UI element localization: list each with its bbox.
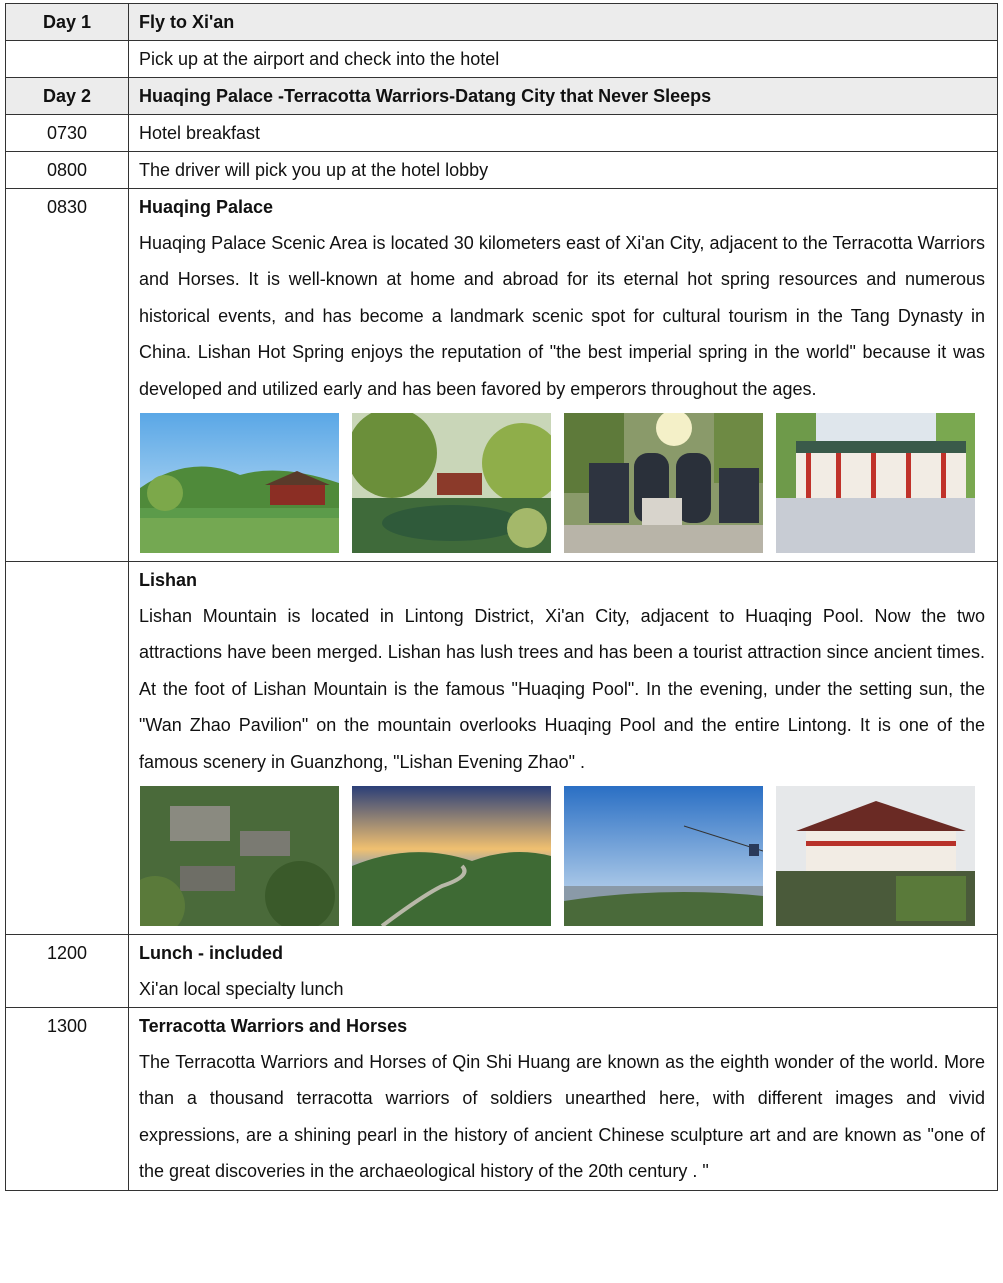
day1-title: Fly to Xi'an: [129, 4, 998, 41]
lishan-photo-cable-car: [564, 786, 763, 926]
empty-time-cell: [6, 562, 129, 935]
lishan-photo-gate-building: [776, 786, 975, 926]
huaqing-photo-lake-pavilion: [140, 413, 339, 553]
time-0730: 0730: [6, 115, 129, 152]
huaqing-photo-garden-pond: [352, 413, 551, 553]
lunch-note: Xi'an local specialty lunch: [139, 979, 344, 1000]
day2-title: Huaqing Palace -Terracotta Warriors-Datang City that Never Sleeps: [129, 78, 998, 115]
day2-header-row: [6, 78, 998, 115]
day1-header-row: [6, 4, 998, 41]
huaqing-description: Huaqing Palace Scenic Area is located 30 kilometers east of Xi'an City, adjacent to the Terracotta Warriors and Horses. It is well-known at home and abroad for its eternal hot spring resources and numerous historical events, and has become a landmark scenic spot for cultural tourism in the Tang Dynasty in China. Lishan Hot Spring enjoys the reputation of "the best imperial spring in the world" because it was developed and utilized early and has been favored by emperors throughout the ages.: [139, 233, 985, 399]
lishan-cell: [129, 562, 998, 935]
lishan-heading: Lishan: [139, 570, 198, 591]
huaqing-photo-stone-steles: [564, 413, 763, 553]
terracotta-heading: Terracotta Warriors and Horses: [139, 1016, 408, 1037]
huaqing-cell: [129, 189, 998, 562]
activity-0730: Hotel breakfast: [129, 115, 998, 152]
lishan-photo-aerial-temple: [140, 786, 339, 926]
lishan-description: Lishan Mountain is located in Lintong District, Xi'an City, adjacent to Huaqing Pool. Now the two attractions have been merged. Lishan has lush trees and has been a tourist attraction since ancient times. At the foot of Lishan Mountain is the famous "Huaqing Pool". In the evening, under the setting sun, the "Wan Zhao Pavilion" on the mountain overlooks Huaqing Pool and the entire Lintong. It is one of the famous scenery in Guanzhong, "Lishan Evening Zhao" .: [139, 606, 985, 772]
day1-note: Pick up at the airport and check into the hotel: [129, 41, 998, 78]
terracotta-cell: [129, 1008, 998, 1191]
day2-label: Day 2: [6, 78, 129, 115]
time-1200: 1200: [6, 935, 129, 1008]
schedule-row-0800: [6, 152, 998, 189]
time-1300: 1300: [6, 1008, 129, 1191]
time-0830: 0830: [6, 189, 129, 562]
lishan-photo-sunset-road: [352, 786, 551, 926]
lishan-photo-strip: [139, 780, 985, 934]
schedule-row-0830: [6, 189, 998, 562]
schedule-row-1300: [6, 1008, 998, 1191]
activity-0800: The driver will pick you up at the hotel lobby: [129, 152, 998, 189]
day1-label: Day 1: [6, 4, 129, 41]
lunch-cell: [129, 935, 998, 1008]
empty-time-cell: [6, 41, 129, 78]
huaqing-heading: Huaqing Palace: [139, 197, 274, 217]
huaqing-photo-strip: [139, 407, 985, 561]
terracotta-description: The Terracotta Warriors and Horses of Qin Shi Huang are known as the eighth wonder of the world. More than a thousand terracotta warriors of soldiers unearthed here, with different images and vivid expressions, are a shining pearl in the history of ancient Chinese sculpture art and are known as "one of the great discoveries in the archaeological history of the 20th century . ": [139, 1052, 985, 1182]
time-0800: 0800: [6, 152, 129, 189]
schedule-row-0730: [6, 115, 998, 152]
huaqing-photo-red-hall: [776, 413, 975, 553]
schedule-row-1200: [6, 935, 998, 1008]
lunch-heading: Lunch - included: [139, 943, 283, 964]
itinerary-table: [5, 3, 998, 1191]
day1-note-row: [6, 41, 998, 78]
schedule-row-lishan: [6, 562, 998, 935]
